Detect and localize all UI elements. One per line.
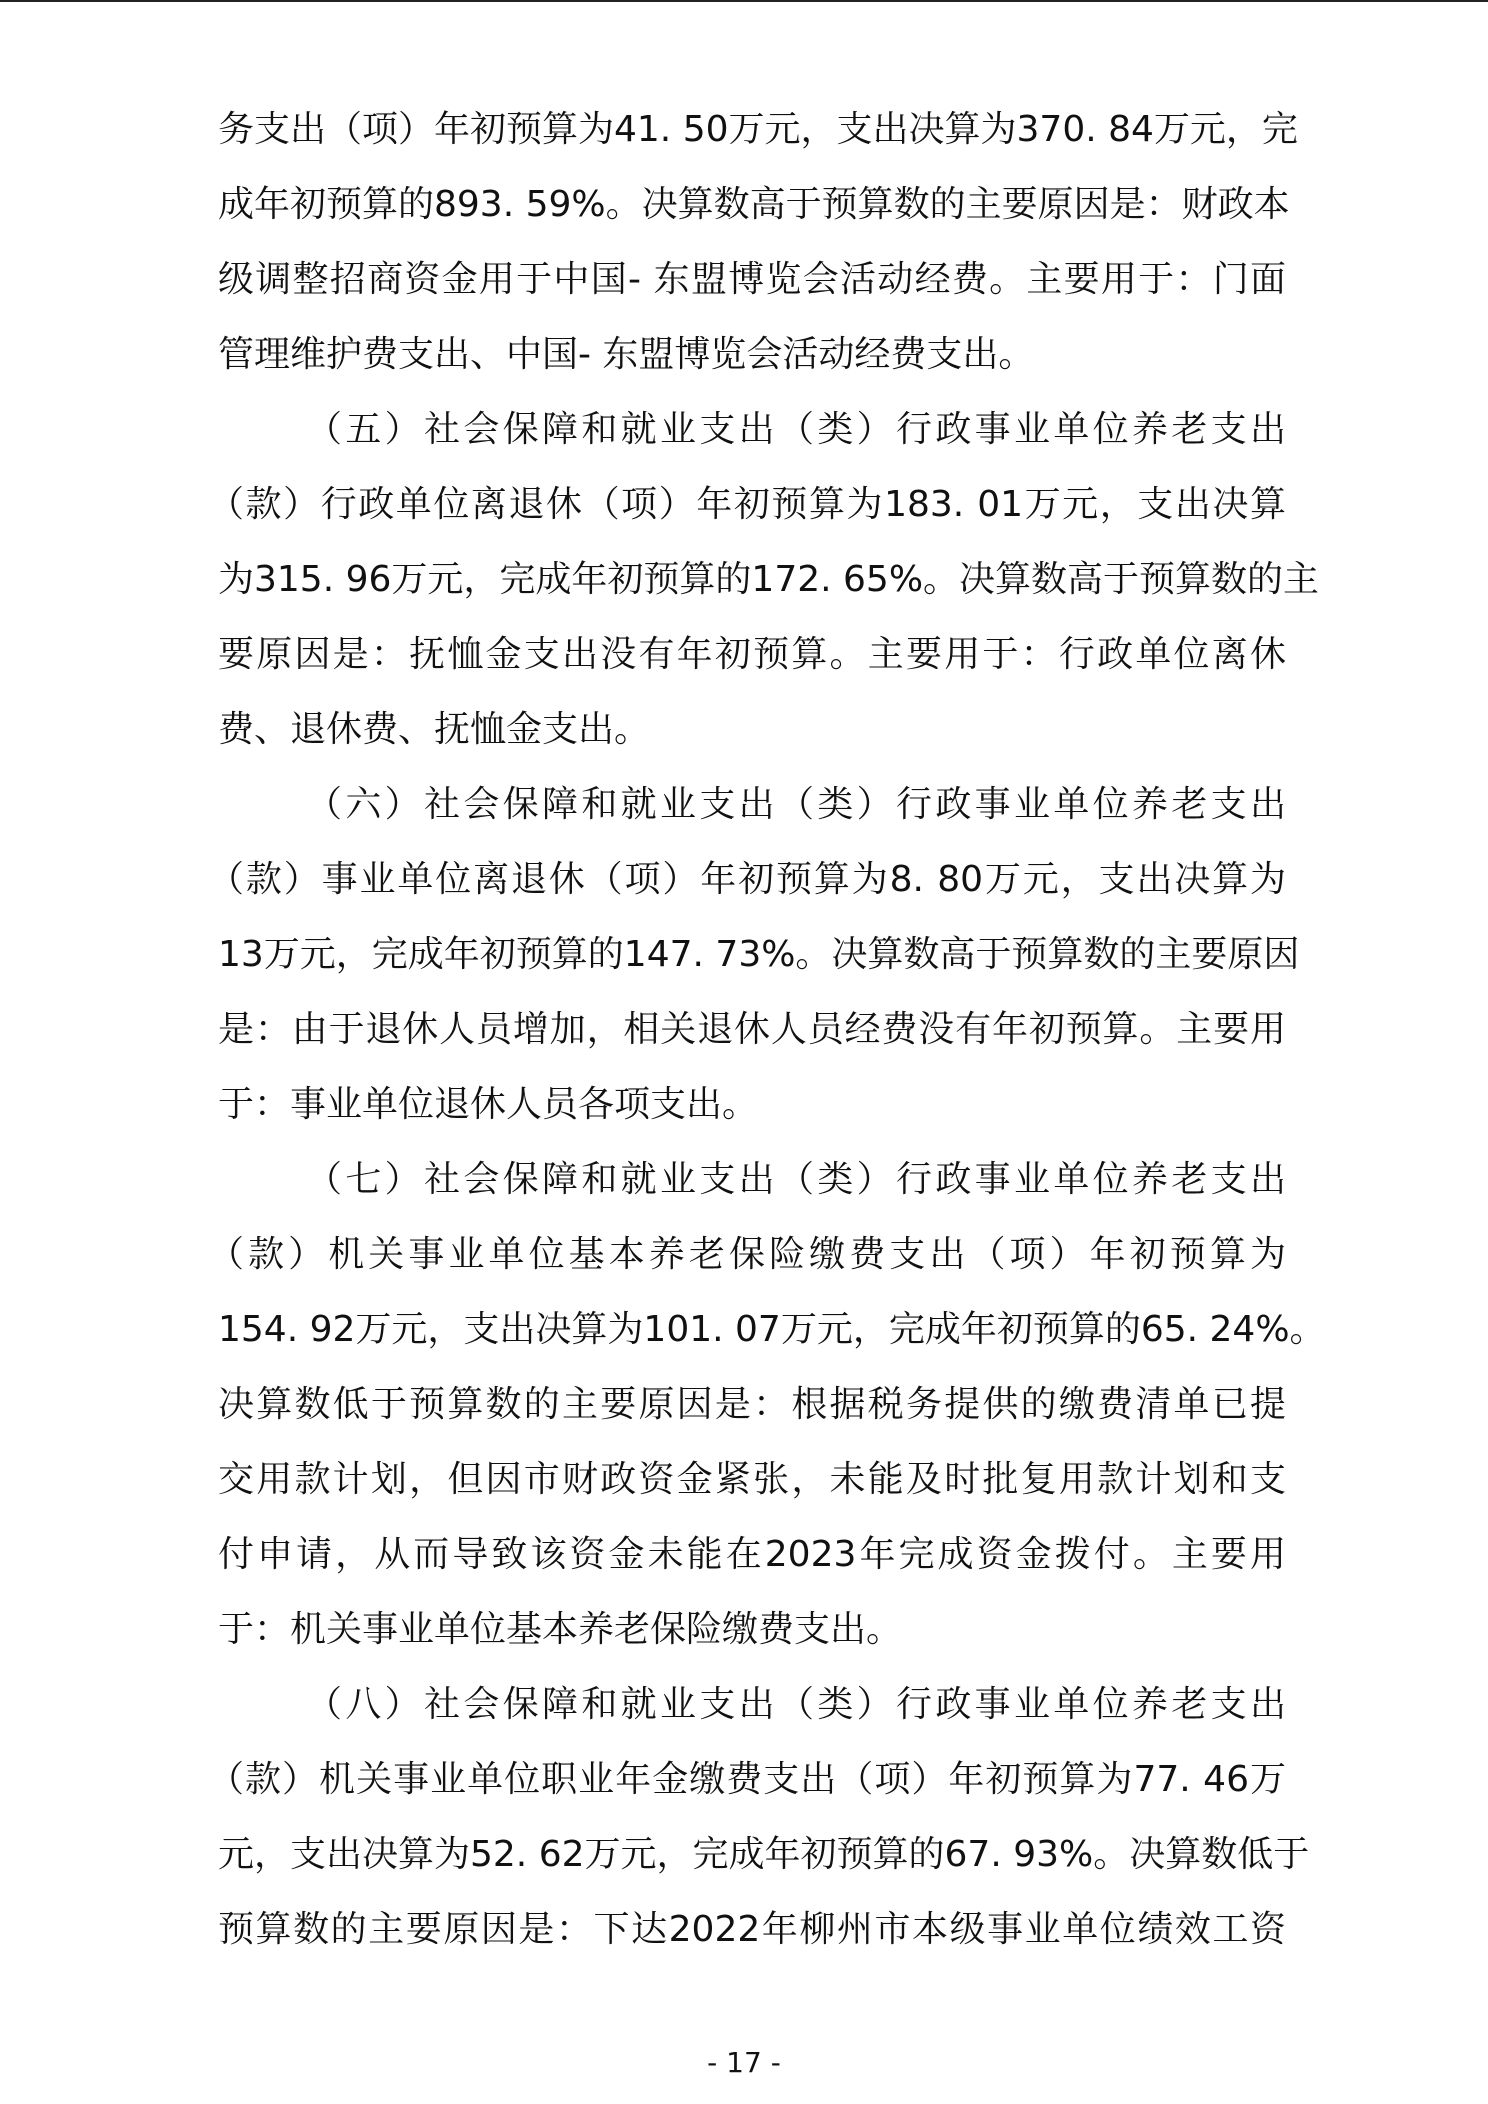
text-line: 154. 92万元，支出决算为101. 07万元，完成年初预算的65. 24%。	[218, 1309, 1326, 1350]
text-line: 决算数低于预算数的主要原因是：根据税务提供的缴费清单已提	[218, 1384, 1286, 1425]
text-line: 要原因是：抚恤金支出没有年初预算。主要用于：行政单位离休	[218, 634, 1286, 675]
text-line: 付申请，从而导致该资金未能在2023年完成资金拨付。主要用	[218, 1534, 1286, 1575]
text-line: 成年初预算的893. 59%。决算数高于预算数的主要原因是：财政本	[218, 184, 1290, 225]
text-line: （款）行政单位离退休（项）年初预算为183. 01万元，支出决算	[208, 484, 1286, 525]
section-heading-line: （六）社会保障和就业支出（类）行政事业单位养老支出	[306, 784, 1286, 825]
text-line: 预算数的主要原因是：下达2022年柳州市本级事业单位绩效工资	[218, 1909, 1286, 1950]
text-line: 务支出（项）年初预算为41. 50万元，支出决算为370. 84万元，完	[218, 109, 1298, 150]
section-heading-line: （七）社会保障和就业支出（类）行政事业单位养老支出	[306, 1159, 1286, 1200]
text-line: 级调整招商资金用于中国- 东盟博览会活动经费。主要用于：门面	[218, 259, 1286, 300]
text-line: （款）机关事业单位基本养老保险缴费支出（项）年初预算为	[208, 1234, 1286, 1275]
text-line: 于：机关事业单位基本养老保险缴费支出。	[218, 1609, 903, 1650]
text-line: 为315. 96万元，完成年初预算的172. 65%。决算数高于预算数的主	[218, 559, 1320, 600]
page-number: - 17 -	[707, 2046, 781, 2079]
text-line: 交用款计划，但因市财政资金紧张，未能及时批复用款计划和支	[218, 1459, 1286, 1500]
text-line: 元，支出决算为52. 62万元，完成年初预算的67. 93%。决算数低于	[218, 1834, 1310, 1875]
text-line: （款）机关事业单位职业年金缴费支出（项）年初预算为77. 46万	[208, 1759, 1286, 1800]
text-line: 13万元，完成年初预算的147. 73%。决算数高于预算数的主要原因	[218, 934, 1300, 975]
text-line: （款）事业单位离退休（项）年初预算为8. 80万元，支出决算为	[208, 859, 1286, 900]
text-line: 管理维护费支出、中国- 东盟博览会活动经费支出。	[218, 334, 1035, 375]
text-line: 是：由于退休人员增加，相关退休人员经费没有年初预算。主要用	[218, 1009, 1286, 1050]
section-heading-line: （五）社会保障和就业支出（类）行政事业单位养老支出	[306, 409, 1286, 450]
section-heading-line: （八）社会保障和就业支出（类）行政事业单位养老支出	[306, 1684, 1286, 1725]
text-line: 费、退休费、抚恤金支出。	[218, 709, 651, 750]
text-line: 于：事业单位退休人员各项支出。	[218, 1084, 759, 1125]
